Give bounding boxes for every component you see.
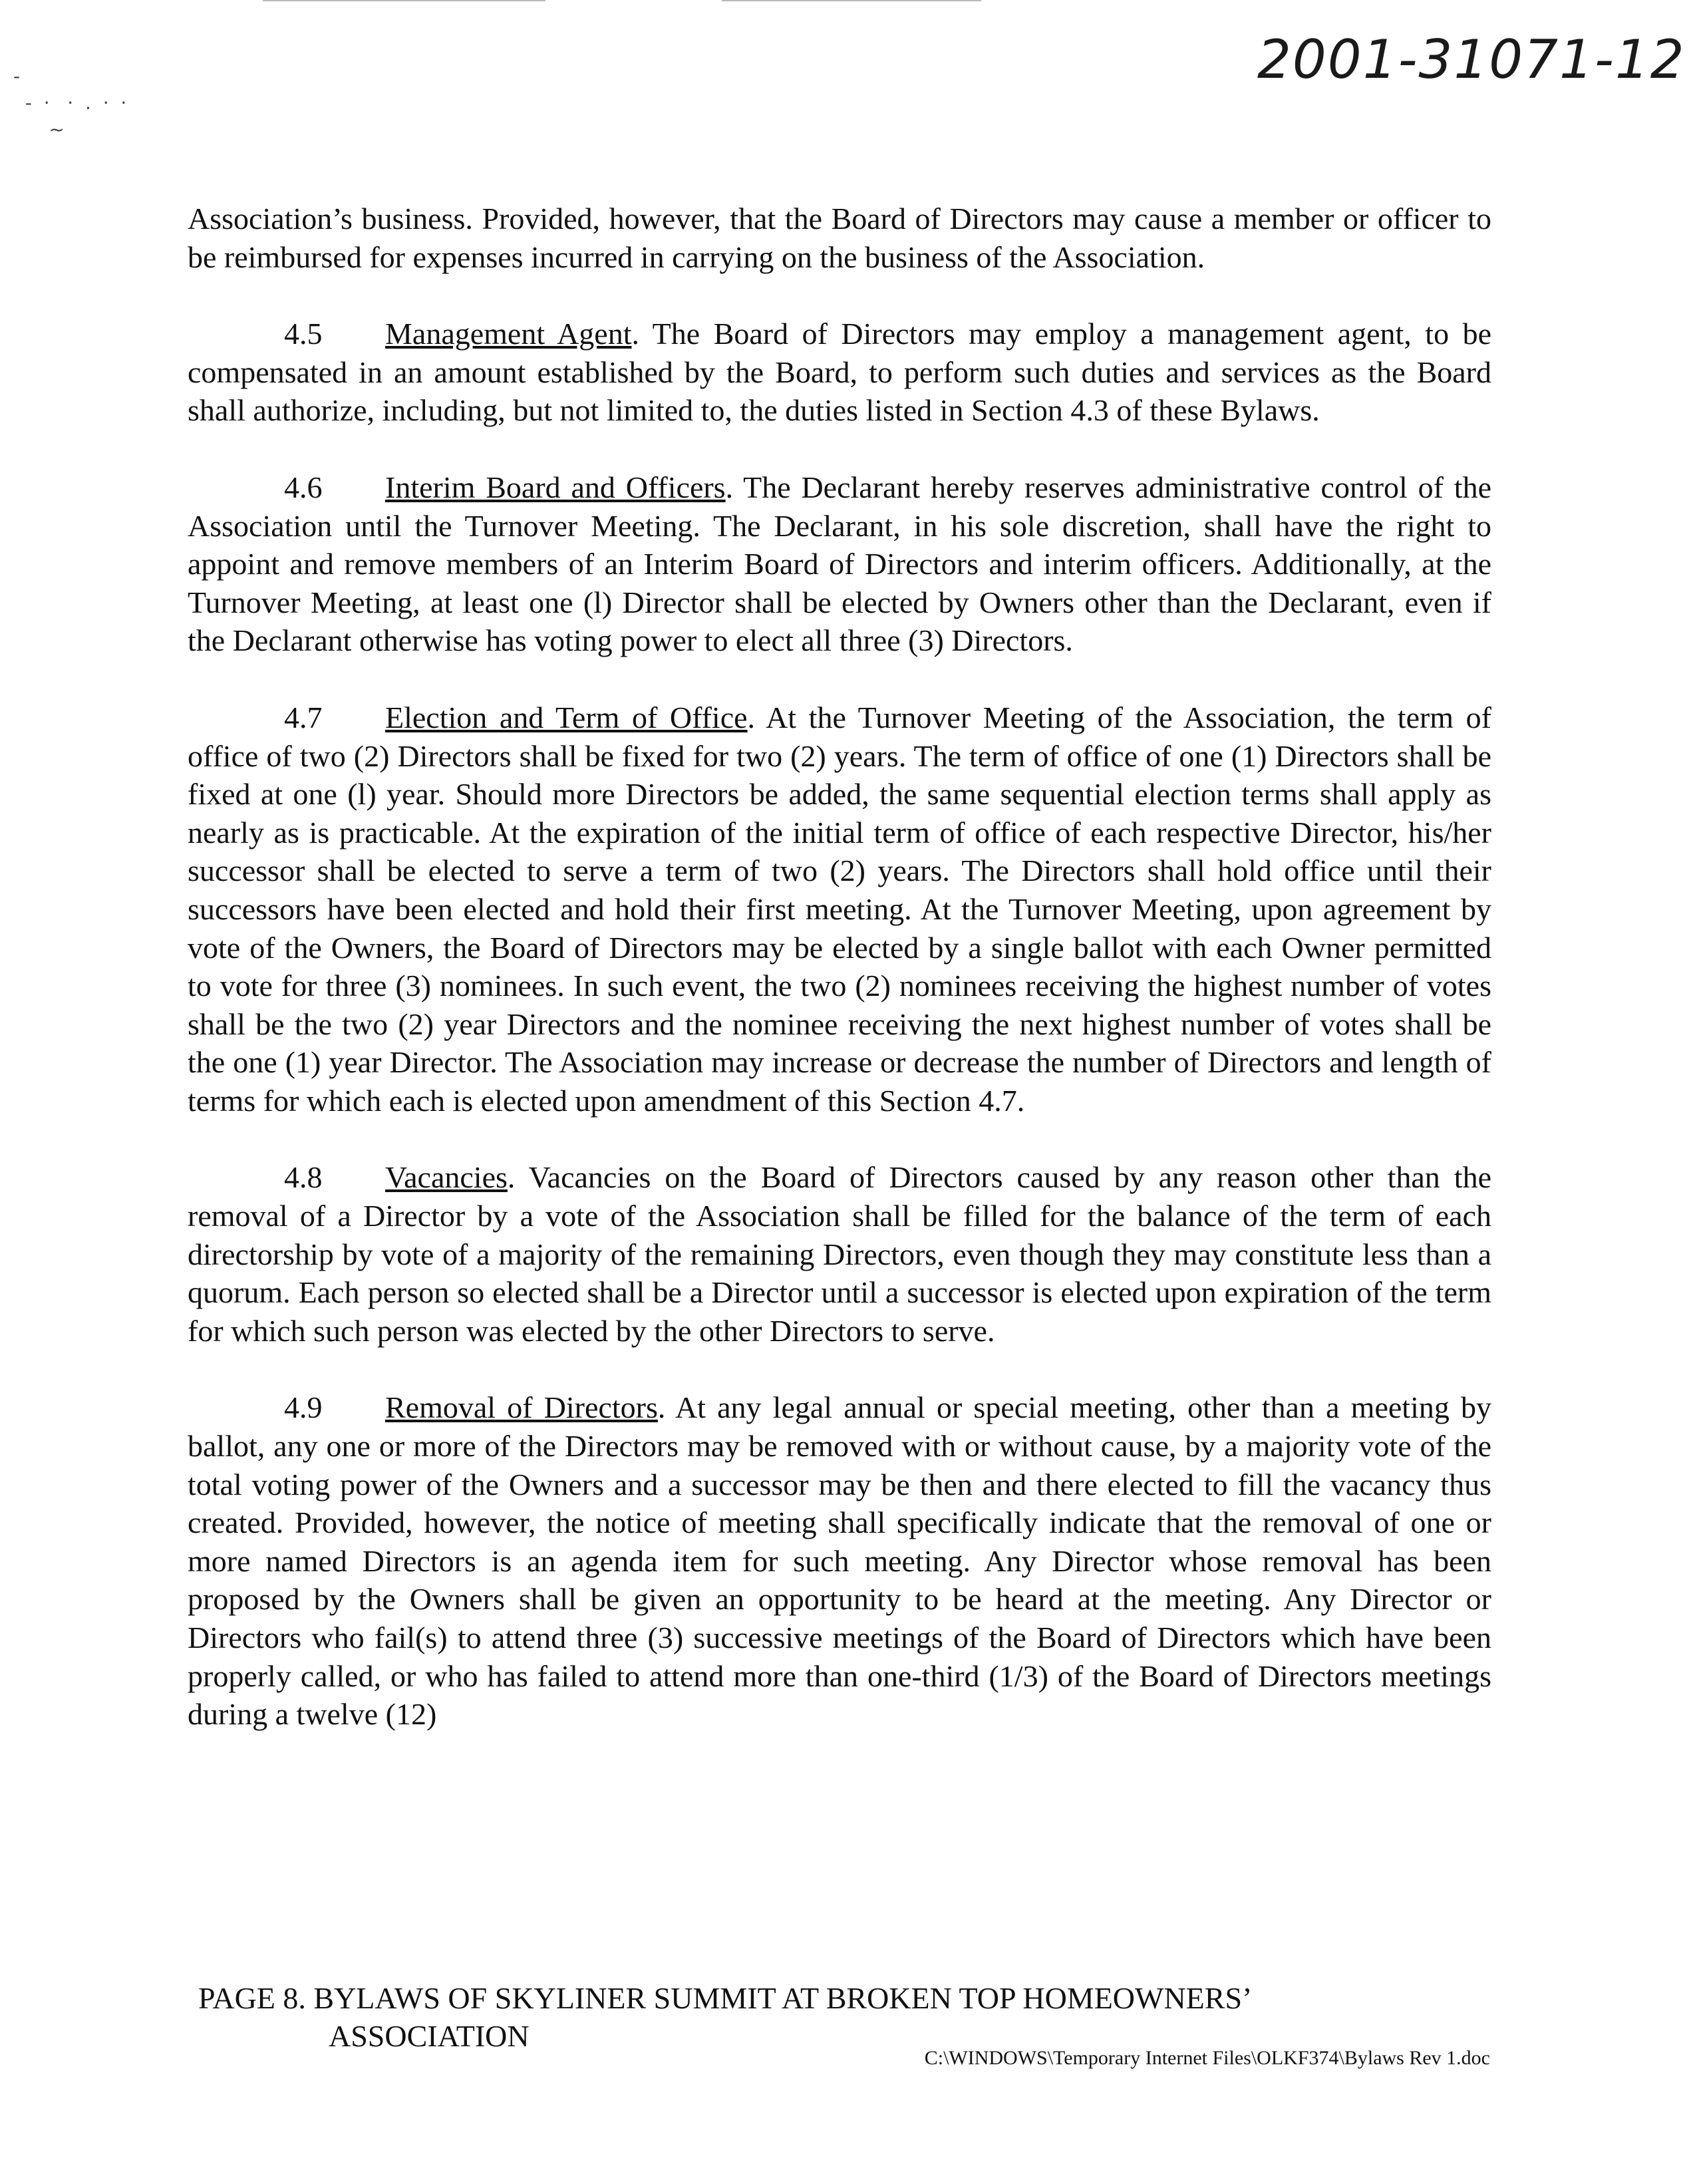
section-text: The Declarant hereby reserves administrative control of the Association until the Turnover Meeting. The Declarant, in his sole discretion, shall have the right to appoint and remove members of an Interim Board of Directors and interim officers. Additionally, at the Turnover Meeting, at least one (l) Director shall be elected by Owners other than the Declarant, even if the Declarant otherwise has voting power to elect all three (3) Directors. <box>188 470 1491 658</box>
footer-title-line-2: ASSOCIATION <box>329 2019 530 2053</box>
section-text: At any legal annual or special meeting, other than a meeting by ballot, any one or more of the Directors may be removed with or without cause, by a majority vote of the total voting power of the Owners and a successor may be then and there elected to fill the vacancy thus created. Provided, however, the notice of meeting shall specifically indicate that the removal of one or more named Directors is an agenda item for such meeting. Any Director whose removal has been proposed by the Owners shall be given an opportunity to be heard at the meeting. Any Director or Directors who fail(s) to attend three (3) successive meetings of the Board of Directors which have been properly called, or who has failed to attend more than one-third (1/3) of the Board of Directors meetings during a twelve (12) <box>188 1390 1491 1732</box>
footer-title-line-1: PAGE 8. BYLAWS OF SKYLINER SUMMIT AT BROKEN TOP HOMEOWNERS’ <box>198 1981 1253 2015</box>
section-4-9: 4.9 Removal of Directors. At any legal annual or special meeting, other than a meeting by ballot, any one or more of the Directors may be removed with or without cause, by a majority vote of the total voting power of the Owners and a successor may be then and there elected to fill the vacancy thus created. Provided, however, the notice of meeting shall specifically indicate that the removal of one or more named Directors is an agenda item for such meeting. Any Director whose removal has been proposed by the Owners shall be given an opportunity to be heard at the meeting. Any Director or Directors who fail(s) to attend three (3) successive meetings of the Board of Directors which have been properly called, or who has failed to attend more than one-third (1/3) of the Board of Directors meetings during a twelve (12) <box>188 1388 1491 1733</box>
document-body <box>188 200 1491 1772</box>
section-text: At the Turnover Meeting of the Association, the term of office of two (2) Directors shall be fixed for two (2) years. The term of office of one (1) Directors shall be fixed at one (l) year. Should more Directors be added, the same sequential election terms shall apply as nearly as is practicable. At the expiration of the initial term of office of each respective Director, his/her successor shall be elected to serve a term of two (2) years. The Directors shall hold office until their successors have been elected and hold their first meeting. At the Turnover Meeting, upon agreement by vote of the Owners, the Board of Directors may be elected by a single ballot with each Owner permitted to vote for three (3) nominees. In such event, the two (2) nominees receiving the highest number of votes shall be the two (2) year Directors and the nominee receiving the next highest number of votes shall be the one (1) year Director. The Association may increase or decrease the number of Directors and length of terms for which each is elected upon amendment of this Section 4.7. <box>188 700 1491 1118</box>
page-footer <box>198 1979 1529 2055</box>
section-4-7: 4.7 Election and Term of Office. At the Turnover Meeting of the Association, the term of office of two (2) Directors shall be fixed for two (2) years. The term of office of one (1) Directors shall be fixed at one (l) year. Should more Directors be added, the same sequential election terms shall apply as nearly as is practicable. At the expiration of the initial term of office of each respective Director, his/her successor shall be elected to serve a term of two (2) years. The Directors shall hold office until their successors have been elected and hold their first meeting. At the Turnover Meeting, upon agreement by vote of the Owners, the Board of Directors may be elected by a single ballot with each Owner permitted to vote for three (3) nominees. In such event, the two (2) nominees receiving the highest number of votes shall be the two (2) year Directors and the nominee receiving the next highest number of votes shall be the one (1) year Director. The Association may increase or decrease the number of Directors and length of terms for which each is elected upon amendment of this Section 4.7. <box>188 699 1491 1120</box>
section-number: 4.8 <box>284 1160 323 1195</box>
scan-edge-line-right <box>722 0 981 1</box>
section-title: Interim Board and Officers <box>385 470 726 504</box>
handwritten-document-number: 2001-31071-12 <box>1257 29 1686 90</box>
section-number: 4.9 <box>284 1390 323 1425</box>
scan-specks: - - · · . · · ~ <box>13 65 127 140</box>
section-4-5: 4.5 Management Agent. The Board of Directors may employ a management agent, to be compensated in an amount established by the Board, to perform such duties and services as the Board shall authorize, including, but not limited to, the duties listed in Section 4.3 of these Bylaws. <box>188 315 1491 430</box>
section-4-6: 4.6 Interim Board and Officers. The Declarant hereby reserves administrative control of the Association until the Turnover Meeting. The Declarant, in his sole discretion, shall have the right to appoint and remove members of an Interim Board of Directors and interim officers. Additionally, at the Turnover Meeting, at least one (l) Director shall be elected by Owners other than the Declarant, even if the Declarant otherwise has voting power to elect all three (3) Directors. <box>188 468 1491 660</box>
section-number: 4.6 <box>284 470 323 504</box>
section-number: 4.5 <box>284 317 323 351</box>
section-title: Election and Term of Office <box>385 700 748 734</box>
section-title: Management Agent <box>385 317 632 351</box>
section-text: The Board of Directors may employ a management agent, to be compensated in an amount established by the Board, to perform such duties and services as the Board shall authorize, including, but not limited to, the duties listed in Section 4.3 of these Bylaws. <box>188 317 1491 428</box>
section-4-8: 4.8 Vacancies. Vacancies on the Board of Directors caused by any reason other than the removal of a Director by a vote of the Association shall be filled for the balance of the term of each directorship by vote of a majority of the remaining Directors, even though they may constitute less than a quorum. Each person so elected shall be a Director until a successor is elected upon expiration of the term for which such person was elected by the other Directors to serve. <box>188 1158 1491 1350</box>
section-title: Vacancies <box>385 1160 508 1195</box>
section-number: 4.7 <box>284 700 323 734</box>
scan-edge-line-left <box>263 0 545 1</box>
section-title: Removal of Directors <box>385 1390 658 1425</box>
footer-file-path: C:\WINDOWS\Temporary Internet Files\OLKF374\Bylaws Rev 1.doc <box>924 2047 1490 2069</box>
carryover-paragraph: Association’s business. Provided, however, that the Board of Directors may cause a member or officer to be reimbursed for expenses incurred in carrying on the business of the Association. <box>188 202 1491 274</box>
section-text: Vacancies on the Board of Directors caused by any reason other than the removal of a Director by a vote of the Association shall be filled for the balance of the term of each directorship by vote of a majority of the remaining Directors, even though they may constitute less than a quorum. Each person so elected shall be a Director until a successor is elected upon expiration of the term for which such person was elected by the other Directors to serve. <box>188 1160 1491 1348</box>
